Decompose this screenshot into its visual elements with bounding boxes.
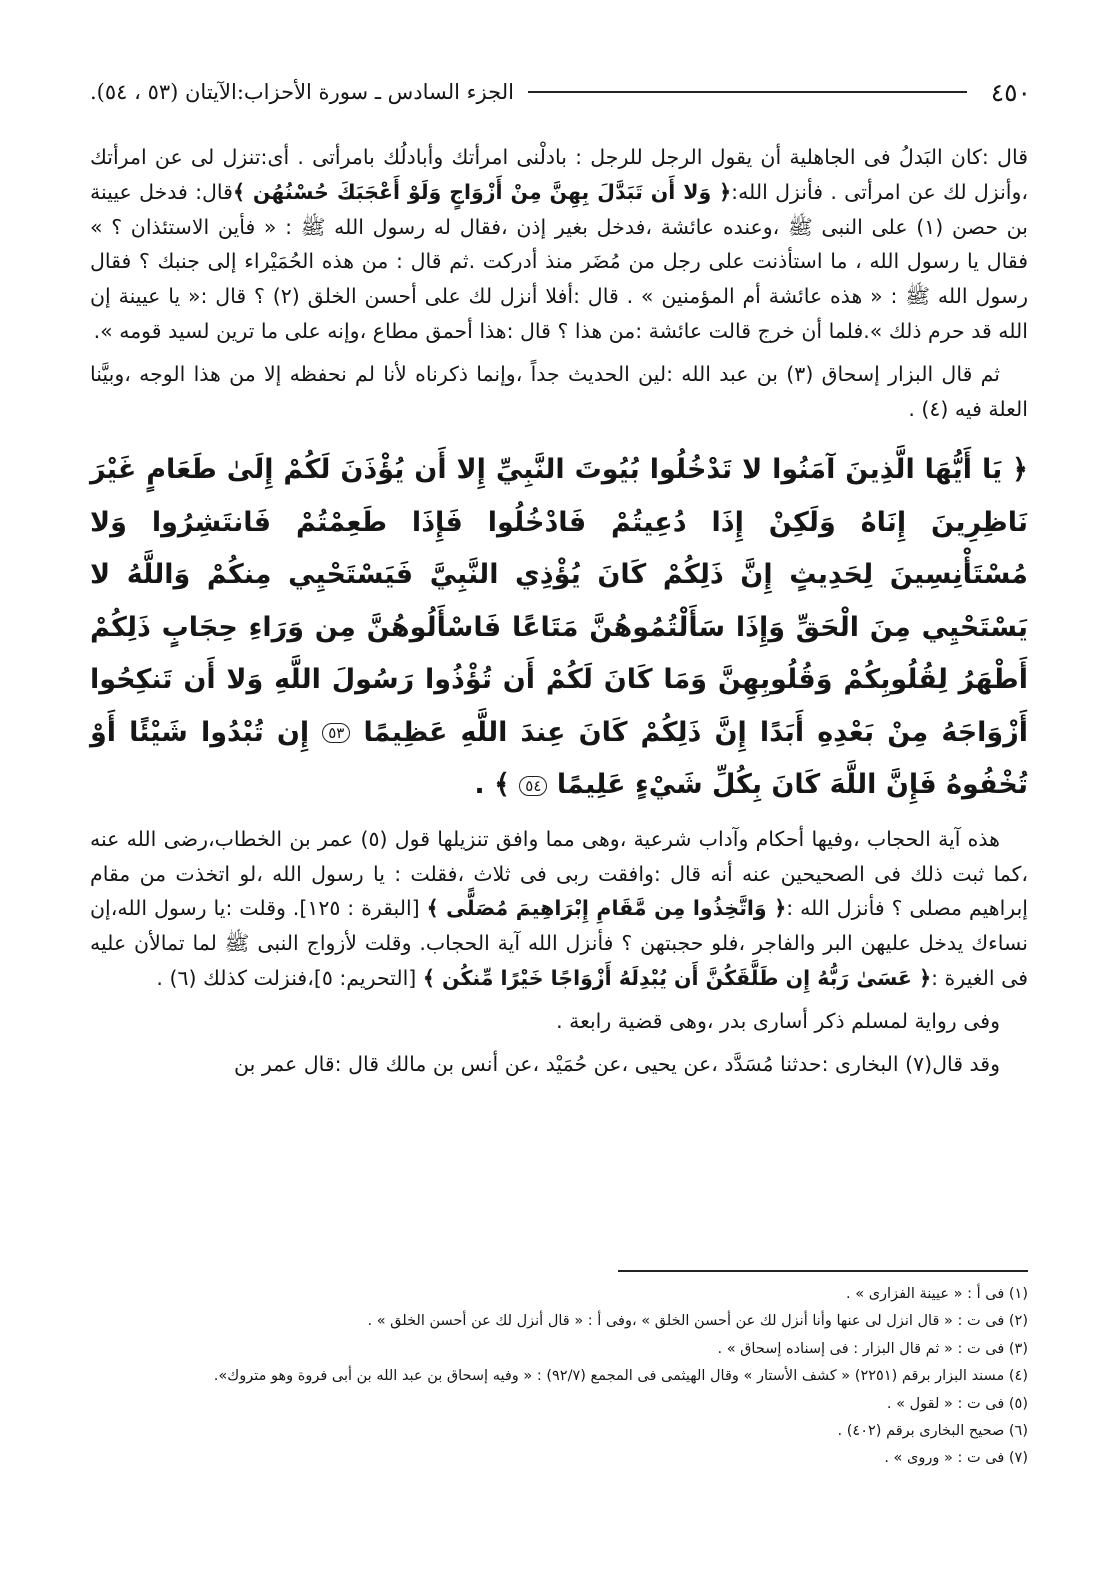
footnotes: [90, 1281, 1028, 1473]
paragraph-3-text-a: هذه آية الحجاب ،وفيها أحكام وآداب شرعية ،وهى مما وافق تنزيلها قول (٥) عمر بن الخطاب،رضى الله عنه ،كما ثبت ذلك فى الصحيحين عنه أنه قال :وافقت ربى فى ثلاث ،فقلت : يا رسول الله ،لو اتخذت من مقام إبراهيم مصلى ؟ فأنزل الله :: [90, 826, 1028, 921]
ayah-number-marker: ٥٤: [519, 776, 547, 796]
verse-54-text: إِن تُبْدُوا شَيْئًا أَوْ تُخْفُوهُ فَإِنَّ اللَّهَ كَانَ بِكُلِّ شَيْءٍ عَلِيمًا: [90, 716, 1028, 801]
body-text: [90, 140, 1028, 1089]
running-header: [90, 70, 1031, 114]
header-rule: [528, 91, 967, 93]
ayah-number-marker: ٥٣: [322, 723, 350, 743]
footnote: (٢) فى ت : « قال انزل لى عنها وأنا أنزل لك عن أحسن الخلق » ،وفى أ : « قال أنزل لك عن أحسن الخلق » .: [367, 1313, 1028, 1330]
page-number: ٤٥٠: [990, 77, 1031, 107]
quran-verse-block: [90, 444, 1028, 812]
footnote: (٣) فى ت : « ثم قال البزار : فى إسناده إسحاق » .: [717, 1340, 1028, 1357]
verse-53-text: ﴿ يَا أَيُّهَا الَّذِينَ آمَنُوا لا تَدْخُلُوا بُيُوتَ النَّبِيِّ إِلا أَن يُؤْذَنَ لَكُمْ إِلَىٰ طَعَامٍ غَيْرَ نَاظِرِينَ إِنَاهُ وَلَكِنْ إِذَا دُعِيتُمْ فَادْخُلُوا فَإِذَا طَعِمْتُمْ فَانتَشِرُوا وَلا مُسْتَأْنِسِينَ لِحَدِيثٍ إِنَّ ذَلِكُمْ كَانَ يُؤْذِي النَّبِيَّ فَيَسْتَحْيِي مِنكُمْ وَاللَّهُ لا يَسْتَحْيِي مِنَ الْحَقِّ وَإِذَا سَأَلْتُمُوهُنَّ مَتَاعًا فَاسْأَلُوهُنَّ مِن وَرَاءِ حِجَابٍ ذَلِكُمْ أَطْهَرُ لِقُلُوبِكُمْ وَقُلُوبِهِنَّ وَمَا كَانَ لَكُمْ أَن تُؤْذُوا رَسُولَ اللَّهِ وَلا أَن تَنكِحُوا أَزْوَاجَهُ مِنْ بَعْدِهِ أَبَدًا إِنَّ ذَلِكُمْ كَانَ عِندَ اللَّهِ عَظِيمًا: [90, 454, 1028, 748]
paragraph-4: وفى رواية لمسلم ذكر أسارى بدر ،وهى قضية رابعة .: [556, 1008, 1000, 1033]
verse-reference: الآيتان (٥٣ ، ٥٤).: [90, 80, 237, 104]
running-title: الجزء السادس ـ سورة الأحزاب:: [236, 80, 514, 104]
paragraph-1-text-b: قال: فدخل عيينة بن حصن (١) على النبى ﷺ ،وعنده عائشة ،فدخل بغير إذن ،فقال له رسول الله ﷺ : « فأين الاستئذان ؟ » فقال يا رسول الله ، ما استأذنت على رجل من مُضَر منذ أدركت .ثم قال : من هذه الحُمَيْراء إلى جنبك ؟ فقال رسول الله ﷺ : « هذه عائشة أم المؤمنين » . قال :أفلا أنزل لك على أحسن الخلق (٢) ؟ قال :« يا عيينة إن الله قد حرم ذلك ».فلما أن خرج قالت عائشة :من هذا ؟ قال :هذا أحمق مطاع ،وإنه على ما ترين لسيد قومه ».: [90, 179, 1028, 343]
footnote: (١) فى أ : « عيينة الفزارى » .: [846, 1286, 1028, 1302]
quran-quote: ﴿ وَلا أَن تَبَدَّلَ بِهِنَّ مِنْ أَزْوَاجٍ وَلَوْ أَعْجَبَكَ حُسْنُهُن ﴾: [232, 179, 732, 204]
paragraph-1-text-a: قال :كان البَدلُ فى الجاهلية أن يقول الرجل للرجل : بادلْنى امرأتك وأبادلُك بامرأتى . أى:تنزل لى عن امرأتك ،وأنزل لك عن امرأتى . فأنزل الله:: [90, 145, 1028, 204]
footnote-divider: [618, 1270, 1028, 1272]
paragraph-3: [90, 822, 1028, 996]
paragraph-2: ثم قال البزار إسحاق (٣) بن عبد الله :لين الحديث جداً ،وإنما ذكرناه لأنا لم نحفظه إلا من هذا الوجه ،وبيَّنا العلة فيه (٤) .: [90, 361, 1028, 421]
footnote: (٦) صحيح البخارى برقم (٤٠٢) .: [837, 1423, 1028, 1440]
paragraph-1: [90, 140, 1028, 349]
paragraph-3-text-b: [البقرة : ١٢٥]. وقلت :يا رسول الله،إن نساءك يدخل عليهن البر والفاجر ،فلو حجبتهن ؟ فأنزل الله آية الحجاب. وقلت لأزواج النبى ﷺ لما تمالأن عليه فى الغيرة :: [90, 896, 1028, 991]
quran-quote: ﴿ وَاتَّخِذُوا مِن مَّقَامِ إِبْرَاهِيمَ مُصَلًّى ﴾: [426, 896, 787, 921]
verse-close: ﴾ .: [474, 769, 510, 801]
quran-quote: ﴿ عَسَىٰ رَبُّهُ إِن طَلَّقَكُنَّ أَن يُبْدِلَهُ أَزْوَاجًا خَيْرًا مِّنكُن ﴾: [422, 966, 932, 991]
paragraph-3-text-c: [التحريم: ٥]،فنزلت كذلك (٦) .: [156, 966, 417, 991]
footnote: (٧) فى ت : « وروى » .: [884, 1450, 1028, 1467]
footnote: (٤) مسند البزار برقم (٢٢٥١) « كشف الأستار » وقال الهيثمى فى المجمع (٩٢/٧) : « وفيه إسحاق بن عبد الله بن أبى فروة وهو متروك».: [213, 1368, 1028, 1385]
footnote: (٥) فى ت : « لقول » .: [886, 1395, 1028, 1412]
paragraph-5: وقد قال(٧) البخارى :حدثنا مُسَدَّد ،عن يحيى ،عن حُمَيْد ،عن أنس بن مالك قال :قال عمر بن: [234, 1051, 1000, 1076]
